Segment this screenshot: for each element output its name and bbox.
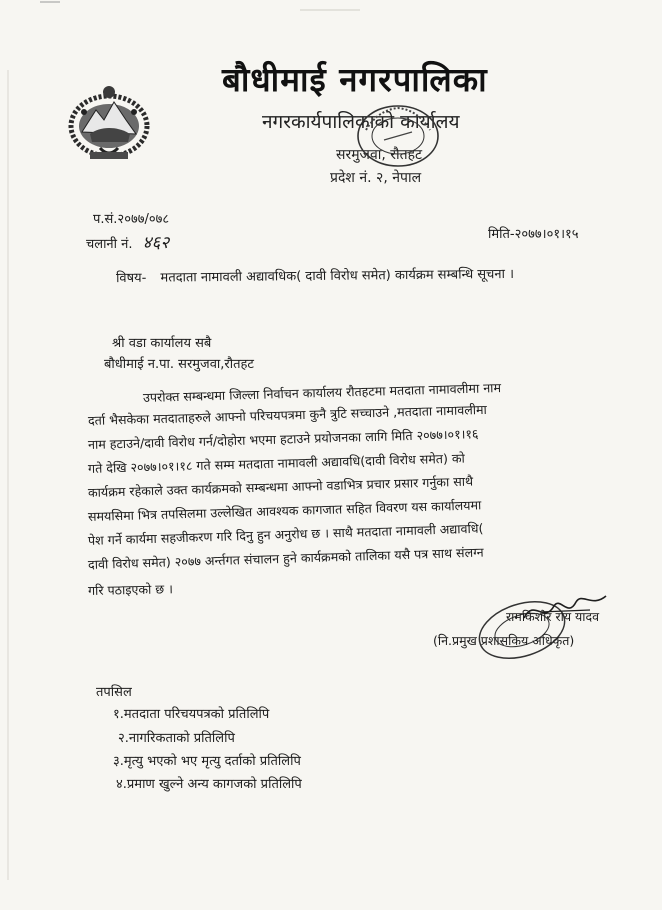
address-line-2: प्रदेश नं. २, नेपाल [330,170,422,186]
office-stamp-seal [348,100,448,172]
enclosure-title: तपसिल [96,685,132,700]
enclosure-item: १.मतदाता परिचयपत्रको प्रतिलिपि [113,707,270,722]
body-line: दर्ता भैसकेका मतदाताहरुले आफ्नो परिचयपत्रमा कुनै त्रुटि सच्चाउने ,मतदाता नामावलीमा [87,401,488,428]
organization-name: बौधीमाई नगरपालिका [222,60,488,99]
body-line: गरि पठाइएको छ । [87,581,174,598]
body-line: पेश गर्ने कार्यमा सहजीकरण गरि दिनु हुन अनुरोध छ । साथै मतदाता नामावली अद्यावधि( [87,520,484,548]
enclosure-item: ४.प्रमाण खुल्ने अन्य कागजको प्रतिलिपि [116,777,302,792]
letter-date: मिति-२०७७।०१।१५ [488,227,579,242]
signatory-title: (नि.प्रमुख प्रशासकिय अधिकृत) [433,633,575,648]
dispatch-number [86,230,169,253]
body-line: उपरोक्त सम्बन्धमा जिल्ला निर्वाचन कार्यालय रौतहटमा मतदाता नामावलीमा नाम [142,380,502,405]
subject-text: मतदाता नामावली अद्यावधिक( दावी विरोध समेत) कार्यक्रम सम्बन्धि सूचना । [160,266,515,286]
addressee-line-2: बौधीमाई न.पा. सरमुजवा,रौतहट [104,357,254,372]
reference-number: प.सं.२०७७/०७८ [93,212,170,227]
enclosure-item: ३.मृत्यु भएको भए मृत्यु दर्ताको प्रतिलिपि [113,754,301,769]
body-line: कार्यक्रम रहेकाले उक्त कार्यक्रमको सम्बन्धमा आफ्नो वडाभित्र प्रचार प्रसार गर्नुका साथै [87,473,474,500]
body-line: गते देखि २०७७।०१।१८ गते सम्म मतदाता नामावली अद्यावधि(दावी विरोध समेत) को [87,450,466,476]
nepal-emblem-icon [60,82,158,164]
body-line: नाम हटाउने/दावी विरोध गर्न/दोहोरा भएमा हटाउने प्रयोजनका लागि मिति २०७७।०१।१६ [87,426,479,452]
addressee-line-1: श्री वडा कार्यालय सबै [112,336,212,351]
subject-label: विषय- [115,270,147,287]
body-line: समयसिमा भित्र तपसिलमा उल्लेखित आवश्यक कागजात सहित विवरण यस कार्यालयमा [87,497,482,524]
dispatch-value: ४६२ [142,233,170,253]
body-line: दावी विरोध समेत) २०७७ अर्न्तगत संचालन हुने कार्यक्रमको तालिका यसै पत्र साथ संलग्न [87,544,484,572]
address-line-1: सरमुजवा, रौतहट [336,147,423,163]
dispatch-label: चलानी नं. [86,237,133,252]
enclosure-item: २.नागरिकताको प्रतिलिपि [118,731,235,746]
office-name: नगरकार्यपालिकाको कार्यालय [262,111,460,133]
signatory-name: रामकिशोर राय यादव [506,609,600,624]
